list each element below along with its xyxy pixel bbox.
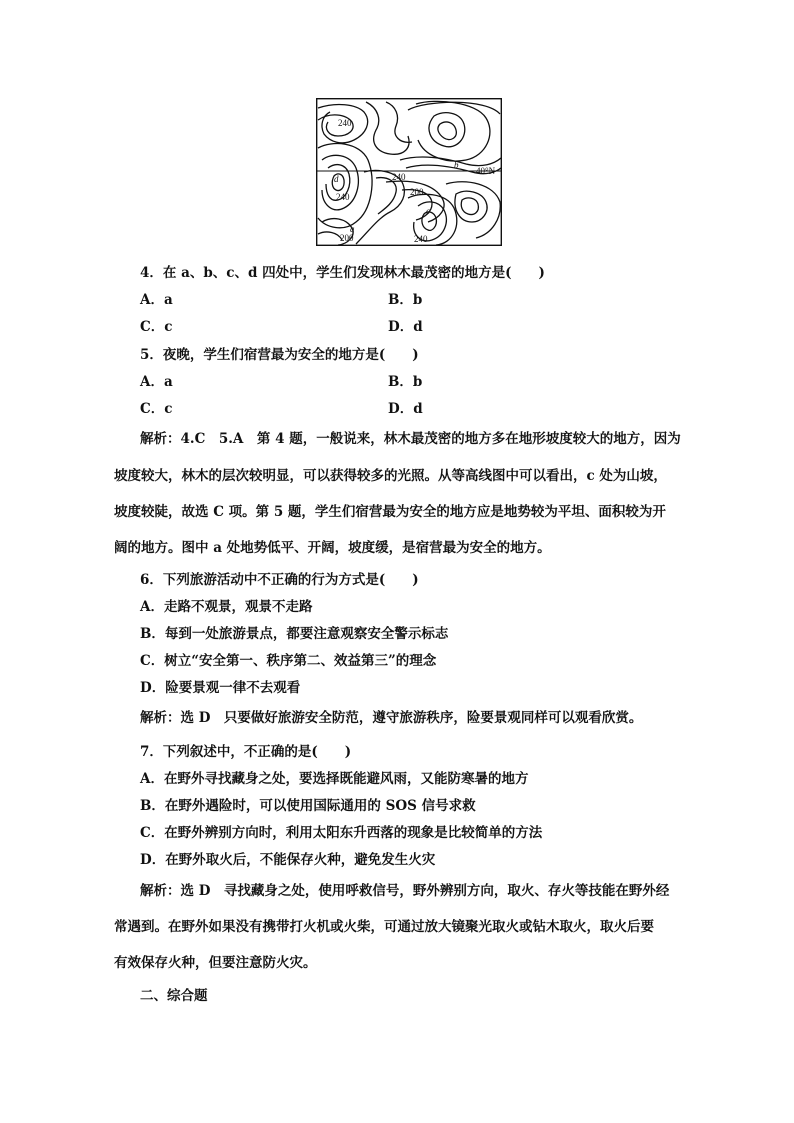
q5-option-c: C．c — [140, 401, 173, 417]
point-label-d: d — [334, 174, 339, 184]
q5-option-a: A．a — [140, 374, 173, 390]
analysis-45-line3: 坡度较陡，故选 C 项。第 5 题，学生们宿营最为安全的地方应是地势较为平坦、面积较为开 — [114, 504, 666, 520]
q7-stem: 7．下列叙述中，不正确的是( ) — [140, 744, 352, 760]
analysis-45-line4: 阔的地方。图中 a 处地势低平、开阔，坡度缓，是宿营最为安全的地方。 — [114, 540, 551, 556]
contour-label-240-topleft: 240 — [338, 118, 352, 128]
q6-option-c: C．树立“安全第一、秩序第二、效益第三”的理念 — [140, 653, 437, 669]
contour-label-240-bottom: 240 — [414, 234, 428, 244]
q7-option-d: D．在野外取火后，不能保存火种，避免发生火灾 — [140, 852, 436, 868]
q7-analysis-line2: 常遇到。在野外如果没有携带打火机或火柴，可通过放大镜聚光取火或钻木取火，取火后要 — [114, 919, 654, 935]
q6-option-b: B．每到一处旅游景点，都要注意观察安全警示标志 — [140, 626, 449, 642]
q6-option-d: D．险要景观一律不去观看 — [140, 680, 301, 696]
q4-stem: 4．在 a、b、c、d 四处中，学生们发现林木最茂密的地方是( ) — [140, 265, 545, 281]
q4-option-c: C．c — [140, 319, 173, 335]
q5-stem: 5．夜晚，学生们宿营最为安全的地方是( ) — [140, 347, 419, 363]
q7-analysis-line3: 有效保存火种，但要注意防火灾。 — [114, 955, 317, 971]
point-label-c: c — [426, 206, 430, 216]
analysis-45-line2: 坡度较大，林木的层次较明显，可以获得较多的光照。从等高线图中可以看出，c 处为山坡， — [114, 468, 667, 484]
q7-analysis-line1: 解析：选 D 寻找藏身之处，使用呼救信号，野外辨别方向，取火、存火等技能在野外经 — [140, 883, 670, 899]
contour-label-200-center: 200 — [410, 187, 424, 197]
q6-stem: 6．下列旅游活动中不正确的行为方式是( ) — [140, 572, 419, 588]
q5-option-d: D．d — [388, 401, 423, 417]
q4-option-d: D．d — [388, 319, 423, 335]
q7-option-c: C．在野外辨别方向时，利用太阳东升西落的现象是比较简单的方法 — [140, 825, 543, 841]
q7-option-b: B．在野外遇险时，可以使用国际通用的 SOS 信号求救 — [140, 798, 476, 814]
section-heading: 二、综合题 — [140, 988, 208, 1004]
analysis-45-line1: 解析：4.C 5.A 第 4 题，一般说来，林木最茂密的地方多在地形坡度较大的地方，因为 — [140, 431, 681, 447]
q4-option-a: A．a — [140, 292, 173, 308]
q6-analysis: 解析：选 D 只要做好旅游安全防范，遵守旅游秩序，险要景观同样可以观看欣赏。 — [140, 710, 643, 726]
contour-label-200-bottom: 200 — [340, 233, 354, 243]
latitude-label: 40°N — [476, 166, 496, 176]
point-label-a: a — [350, 224, 355, 234]
contour-label-240-left: 240 — [336, 192, 350, 202]
contour-map — [316, 98, 502, 246]
q6-option-a: A．走路不观景，观景不走路 — [140, 599, 313, 615]
q4-option-b: B．b — [388, 292, 423, 308]
q7-option-a: A．在野外寻找藏身之处，要选择既能避风雨，又能防寒暑的地方 — [140, 771, 529, 787]
contour-label-240-center: 240 — [392, 172, 406, 182]
q5-option-b: B．b — [388, 374, 423, 390]
point-label-b: b — [454, 160, 459, 170]
